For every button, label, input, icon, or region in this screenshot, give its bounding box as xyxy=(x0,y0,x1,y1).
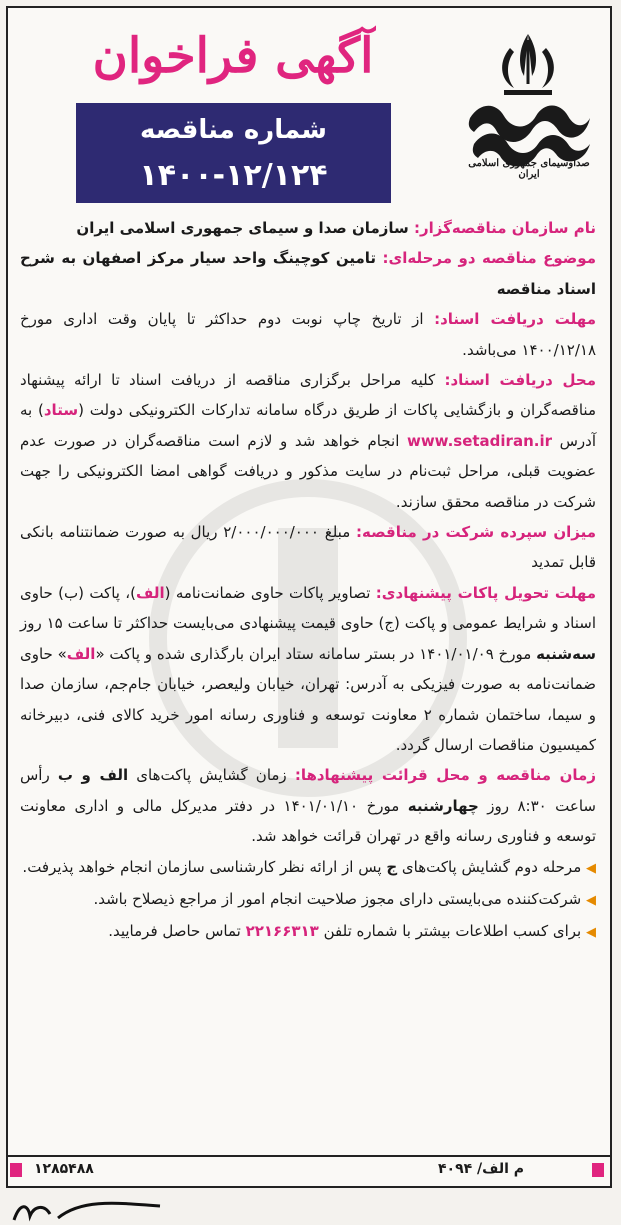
opening-day: چهارشنبه xyxy=(407,796,479,815)
opening-envelopes: الف و ب xyxy=(57,766,129,785)
opening-paragraph xyxy=(20,760,596,851)
envelope-alef: الف xyxy=(135,583,165,602)
footer xyxy=(8,1155,610,1188)
setad-name: ستاد xyxy=(43,401,79,420)
footer-right-marker xyxy=(592,1163,604,1177)
bullet-license xyxy=(20,884,596,916)
tender-number: ۱۴۰۰-۱۲/۱۲۴ xyxy=(139,158,328,193)
submission-paragraph xyxy=(20,578,596,760)
bullet2-text: شرکت‌کننده می‌بایستی دارای مجوز صلاحیت انجام امور از مراجع ذیصلاح باشد. xyxy=(93,889,586,908)
docs-deadline-label: مهلت دریافت اسناد: xyxy=(434,310,596,329)
logo-caption: صداوسیمای جمهوری اسلامی ایران xyxy=(468,158,590,180)
submission-text-b: )، پاکت (ب) حاوی اسناد و شرایط عمومی و پاکت (ج) حاوی قیمت پیشنهادی می‌بایست حداکثر تا ساعت ۱۵ روز xyxy=(20,583,597,633)
ad-body xyxy=(20,213,596,949)
contact-phone: ۲۲۱۶۶۳۱۳ xyxy=(245,922,319,941)
subject-value: تامین کوچینگ واحد سیار مرکز اصفهان به شرح اسناد مناقصه xyxy=(20,249,596,298)
deposit-paragraph xyxy=(20,517,596,578)
opening-text-b: رأس ساعت ۸:۳۰ روز xyxy=(20,766,596,815)
docs-deadline-text: از تاریخ چاپ نوبت دوم حداکثر تا پایان وقت اداری مورخ ۱۴۰۰/۱۲/۱۸ می‌باشد. xyxy=(20,310,596,359)
handwriting-scribble xyxy=(10,1196,170,1224)
submission-text-d: » حاوی ضمانت‌نامه به صورت فیزیکی به آدرس: تهران، خیابان ولیعصر، خیابان جام‌جم، سازمان صدا و سیما، ساختمان شماره ۲ معاونت توسعه و فناوری رسانه امور خرید کالای فنی، دبیرخانه کمیسیون مناقصات ارسال گردد. xyxy=(20,644,596,754)
docs-deadline-paragraph xyxy=(20,304,596,365)
envelope-jim: ج xyxy=(386,857,398,876)
header xyxy=(8,8,610,213)
bullet3-text-b: تماس حاصل فرمایید. xyxy=(108,922,246,941)
docs-location-label: محل دریافت اسناد: xyxy=(444,371,596,390)
bullet1-text-a: مرحله دوم گشایش پاکت‌های xyxy=(397,857,586,876)
footer-left-code: ۱۲۸۵۴۸۸ xyxy=(34,1161,94,1177)
bullet-triangle-icon: ◀ xyxy=(586,925,596,941)
bullet3-text-a: برای کسب اطلاعات بیشتر با شماره تلفن xyxy=(318,922,586,941)
bullet-triangle-icon: ◀ xyxy=(586,860,596,876)
envelope-alef-2: الف xyxy=(66,644,96,663)
bullet-triangle-icon: ◀ xyxy=(586,892,596,908)
submission-day: سه‌شنبه xyxy=(536,644,597,663)
tender-number-banner xyxy=(76,103,391,203)
bullet1-text-b: پس از ارائه نظر کارشناسی سازمان انجام خواهد پذیرفت. xyxy=(22,857,387,876)
docs-location-text-b: ) به آدرس xyxy=(20,401,597,450)
organizer-value: سازمان صدا و سیمای جمهوری اسلامی ایران xyxy=(76,219,414,237)
docs-location-text-c: انجام خواهد شد و لازم است مناقصه‌گران در صورت عدم عضویت قبلی، مراحل ثبت‌نام در سایت مذکور و دریافت گواهی امضا الکترونیکی را جهت شرکت در مناقصه محقق سازند. xyxy=(20,431,596,511)
tender-label: شماره مناقصه xyxy=(139,115,327,145)
docs-location-text-a: کلیه مراحل برگزاری مناقصه از دریافت اسناد تا ارائه پیشنهاد مناقصه‌گران و بازگشایی پاکات از طریق درگاه سامانه تدارکات الکترونیکی دولت ( xyxy=(20,371,596,420)
bullet-second-stage xyxy=(20,852,596,884)
opening-text-c: مورخ ۱۴۰۱/۰۱/۱۰ در دفتر مدیرکل مالی و اداری معاونت توسعه و فناوری رسانه واقع در تهران قرائت خواهد شد. xyxy=(20,796,596,846)
subject-paragraph xyxy=(20,243,596,304)
setad-url-link[interactable]: www.setadiran.ir xyxy=(406,431,552,450)
footer-right-code: م الف/ ۴۰۹۴ xyxy=(438,1161,525,1177)
bullet-contact xyxy=(20,916,596,948)
opening-label: زمان مناقصه و محل قرائت پیشنهادها: xyxy=(294,766,596,785)
deposit-text: مبلغ ۲/۰۰۰/۰۰۰/۰۰۰ ریال به صورت ضمانتنامه بانکی قابل تمدید xyxy=(20,523,596,572)
ad-title: آگهی فراخوان xyxy=(92,28,374,84)
irib-emblem-icon xyxy=(460,26,596,176)
submission-text-a: تصاویر پاکات حاوی ضمانت‌نامه ( xyxy=(164,583,376,602)
submission-label: مهلت تحویل پاکات پیشنهادی: xyxy=(375,583,597,602)
footer-left-marker xyxy=(10,1163,22,1177)
advertisement-page xyxy=(6,6,612,1188)
organizer-paragraph xyxy=(20,213,596,243)
docs-location-paragraph xyxy=(20,365,596,517)
organizer-label: نام سازمان مناقصه‌گزار: xyxy=(413,219,596,237)
deposit-label: میزان سپرده شرکت در مناقصه: xyxy=(356,523,597,542)
subject-label: موضوع مناقصه دو مرحله‌ای: xyxy=(382,249,596,268)
submission-text-c: مورخ ۱۴۰۱/۰۱/۰۹ در بستر سامانه ستاد ایران بارگذاری شده و پاکت « xyxy=(95,644,537,663)
opening-text-a: زمان گشایش پاکت‌های xyxy=(128,766,295,785)
